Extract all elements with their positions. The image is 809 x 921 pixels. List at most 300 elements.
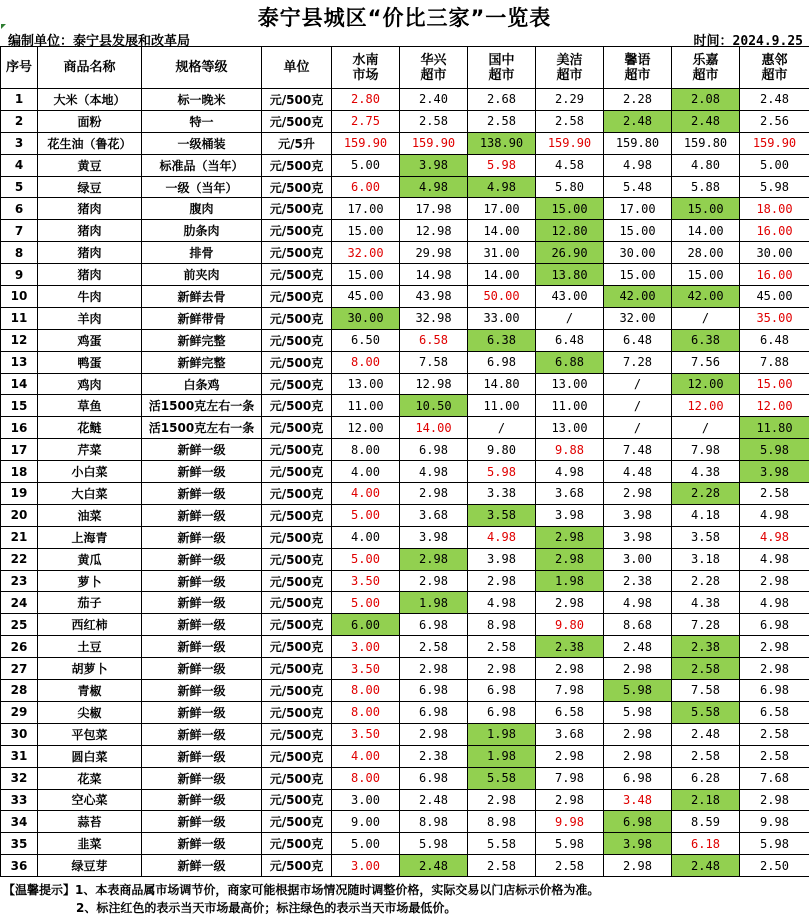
product-unit: 元/500克 — [262, 701, 332, 723]
product-name: 圆白菜 — [38, 745, 142, 767]
table-row — [1, 417, 809, 439]
price-cell: 13.00 — [332, 373, 400, 395]
product-name: 猪肉 — [38, 198, 142, 220]
product-spec: 新鲜一级 — [142, 745, 262, 767]
price-cell: 5.98 — [468, 461, 536, 483]
price-cell: 8.98 — [468, 811, 536, 833]
price-cell: 2.98 — [536, 526, 604, 548]
table-row — [1, 176, 809, 198]
product-unit: 元/500克 — [262, 855, 332, 877]
price-cell: 42.00 — [672, 286, 740, 308]
product-unit: 元/5升 — [262, 132, 332, 154]
price-cell: 4.98 — [740, 504, 809, 526]
price-cell: 2.28 — [672, 483, 740, 505]
product-unit: 元/500克 — [262, 154, 332, 176]
price-cell: 15.00 — [536, 198, 604, 220]
table-row — [1, 351, 809, 373]
row-index: 35 — [1, 833, 38, 855]
price-cell: 2.98 — [536, 592, 604, 614]
price-cell: 2.98 — [604, 658, 672, 680]
price-cell: 3.50 — [332, 570, 400, 592]
price-cell: 15.00 — [672, 264, 740, 286]
price-cell: 8.68 — [604, 614, 672, 636]
row-index: 21 — [1, 526, 38, 548]
price-cell: 6.58 — [400, 329, 468, 351]
row-index: 4 — [1, 154, 38, 176]
price-cell: 3.00 — [604, 548, 672, 570]
price-cell: 6.98 — [604, 811, 672, 833]
price-cell: 15.00 — [672, 198, 740, 220]
price-cell: 2.98 — [468, 570, 536, 592]
price-cell: 35.00 — [740, 307, 809, 329]
row-index: 23 — [1, 570, 38, 592]
product-unit: 元/500克 — [262, 526, 332, 548]
compiling-unit: 编制单位：泰宁县发展和改革局 — [8, 34, 191, 49]
price-cell: 2.48 — [604, 636, 672, 658]
market-name-line: 馨语 — [624, 52, 651, 68]
row-index: 1 — [1, 89, 38, 111]
table-row — [1, 811, 809, 833]
price-cell: 14.98 — [400, 264, 468, 286]
product-unit: 元/500克 — [262, 811, 332, 833]
price-cell: 3.50 — [332, 658, 400, 680]
header-spec: 规格等级 — [142, 47, 262, 89]
header-product: 商品名称 — [38, 47, 142, 89]
price-cell: 4.98 — [740, 548, 809, 570]
price-cell: 5.00 — [332, 504, 400, 526]
header-market — [740, 47, 809, 89]
price-cell: 3.98 — [536, 504, 604, 526]
price-table — [0, 46, 809, 877]
product-spec: 新鲜一级 — [142, 614, 262, 636]
market-name-line: 乐嘉 — [692, 52, 719, 68]
price-cell: 28.00 — [672, 242, 740, 264]
price-cell: 159.90 — [536, 132, 604, 154]
price-cell: 6.18 — [672, 833, 740, 855]
price-cell: 32.98 — [400, 307, 468, 329]
price-cell: 6.98 — [468, 701, 536, 723]
product-unit: 元/500克 — [262, 198, 332, 220]
price-cell: 2.98 — [740, 636, 809, 658]
row-index: 29 — [1, 701, 38, 723]
price-cell: 26.90 — [536, 242, 604, 264]
product-name: 绿豆 — [38, 176, 142, 198]
product-spec: 新鲜一级 — [142, 636, 262, 658]
price-cell: 2.98 — [400, 723, 468, 745]
price-cell: 4.98 — [468, 176, 536, 198]
product-spec: 新鲜一级 — [142, 833, 262, 855]
price-cell: 8.59 — [672, 811, 740, 833]
price-cell: 3.98 — [740, 461, 809, 483]
table-row — [1, 745, 809, 767]
price-cell: 6.98 — [400, 614, 468, 636]
product-spec: 新鲜带骨 — [142, 307, 262, 329]
price-cell: 2.56 — [740, 110, 809, 132]
price-cell: 7.28 — [672, 614, 740, 636]
row-index: 17 — [1, 439, 38, 461]
row-index: 3 — [1, 132, 38, 154]
price-cell: 2.58 — [468, 636, 536, 658]
price-cell: 14.00 — [468, 264, 536, 286]
price-cell: / — [536, 307, 604, 329]
header-index: 序号 — [1, 47, 38, 89]
price-cell: 8.00 — [332, 701, 400, 723]
price-cell: 2.58 — [536, 110, 604, 132]
price-cell: 4.00 — [332, 483, 400, 505]
market-name-line: 超市 — [420, 67, 447, 83]
price-cell: 3.00 — [332, 789, 400, 811]
price-cell: 9.80 — [536, 614, 604, 636]
product-name: 面粉 — [38, 110, 142, 132]
price-cell: 7.58 — [672, 680, 740, 702]
price-cell: 9.98 — [536, 811, 604, 833]
price-cell: 5.98 — [604, 680, 672, 702]
price-cell: 3.98 — [604, 504, 672, 526]
price-cell: 2.98 — [536, 658, 604, 680]
price-cell: 12.00 — [672, 373, 740, 395]
product-spec: 排骨 — [142, 242, 262, 264]
product-name: 绿豆芽 — [38, 855, 142, 877]
price-cell: 3.58 — [672, 526, 740, 548]
price-cell: 3.18 — [672, 548, 740, 570]
product-spec: 特一 — [142, 110, 262, 132]
price-cell: 2.98 — [740, 789, 809, 811]
price-cell: 18.00 — [740, 198, 809, 220]
product-name: 萝卜 — [38, 570, 142, 592]
price-cell: 2.38 — [604, 570, 672, 592]
price-cell: 7.68 — [740, 767, 809, 789]
price-cell: 5.00 — [332, 548, 400, 570]
price-cell: 6.98 — [740, 614, 809, 636]
product-name: 大米（本地） — [38, 89, 142, 111]
price-cell: 17.00 — [332, 198, 400, 220]
price-cell: 11.00 — [468, 395, 536, 417]
product-name: 韭菜 — [38, 833, 142, 855]
table-row — [1, 286, 809, 308]
market-name-line: 超市 — [761, 67, 788, 83]
header-market — [400, 47, 468, 89]
price-cell: 2.58 — [740, 483, 809, 505]
price-cell: 9.00 — [332, 811, 400, 833]
product-name: 上海青 — [38, 526, 142, 548]
table-row — [1, 636, 809, 658]
table-row — [1, 723, 809, 745]
price-cell: 4.98 — [400, 461, 468, 483]
price-cell: 13.00 — [536, 417, 604, 439]
report-date: 时间：2024.9.25 — [693, 34, 803, 49]
price-cell: 6.88 — [536, 351, 604, 373]
price-cell: 15.00 — [604, 220, 672, 242]
product-name: 西红柿 — [38, 614, 142, 636]
price-cell: 6.48 — [740, 329, 809, 351]
product-spec: 新鲜完整 — [142, 329, 262, 351]
price-cell: 14.00 — [400, 417, 468, 439]
product-spec: 新鲜一级 — [142, 789, 262, 811]
table-row — [1, 680, 809, 702]
price-cell: 2.58 — [468, 855, 536, 877]
cell-corner-marker — [1, 24, 6, 29]
product-name: 芹菜 — [38, 439, 142, 461]
table-row — [1, 220, 809, 242]
price-cell: 6.48 — [536, 329, 604, 351]
market-name-line: 美洁 — [556, 52, 583, 68]
price-cell: 6.28 — [672, 767, 740, 789]
price-cell: 2.48 — [740, 89, 809, 111]
price-cell: 4.98 — [740, 526, 809, 548]
price-cell: 6.98 — [740, 680, 809, 702]
table-row — [1, 110, 809, 132]
price-cell: 4.00 — [332, 745, 400, 767]
price-cell: 16.00 — [740, 264, 809, 286]
price-cell: 4.98 — [400, 176, 468, 198]
product-spec: 新鲜去骨 — [142, 286, 262, 308]
price-cell: 2.48 — [604, 110, 672, 132]
price-cell: 13.80 — [536, 264, 604, 286]
product-name: 茄子 — [38, 592, 142, 614]
price-cell: 4.38 — [672, 592, 740, 614]
product-name: 花生油（鲁花） — [38, 132, 142, 154]
price-cell: 6.98 — [400, 701, 468, 723]
row-index: 12 — [1, 329, 38, 351]
product-name: 草鱼 — [38, 395, 142, 417]
row-index: 36 — [1, 855, 38, 877]
price-cell: 42.00 — [604, 286, 672, 308]
price-cell: 2.75 — [332, 110, 400, 132]
product-name: 黄瓜 — [38, 548, 142, 570]
table-row — [1, 373, 809, 395]
product-spec: 新鲜一级 — [142, 701, 262, 723]
price-cell: 17.00 — [604, 198, 672, 220]
market-name-line: 超市 — [556, 67, 583, 83]
note-line-2: 2、标注红色的表示当天市场最高价；标注绿色的表示当天市场最低价。 — [76, 901, 457, 915]
price-cell: 6.00 — [332, 614, 400, 636]
product-unit: 元/500克 — [262, 439, 332, 461]
table-body — [1, 89, 809, 877]
price-cell: 5.98 — [740, 176, 809, 198]
product-name: 猪肉 — [38, 242, 142, 264]
product-unit: 元/500克 — [262, 89, 332, 111]
product-spec: 新鲜一级 — [142, 592, 262, 614]
price-cell: 50.00 — [468, 286, 536, 308]
price-cell: 6.98 — [400, 767, 468, 789]
price-cell: 11.00 — [332, 395, 400, 417]
price-cell: 2.98 — [468, 789, 536, 811]
product-unit: 元/500克 — [262, 461, 332, 483]
product-name: 鸡蛋 — [38, 329, 142, 351]
price-cell: 2.98 — [536, 548, 604, 570]
price-cell: 30.00 — [332, 307, 400, 329]
table-row — [1, 789, 809, 811]
product-unit: 元/500克 — [262, 307, 332, 329]
table-row — [1, 570, 809, 592]
product-unit: 元/500克 — [262, 242, 332, 264]
market-name-line: 水南 — [352, 52, 379, 68]
price-cell: 6.58 — [536, 701, 604, 723]
price-cell: 14.00 — [468, 220, 536, 242]
table-row — [1, 526, 809, 548]
price-cell: 2.29 — [536, 89, 604, 111]
product-unit: 元/500克 — [262, 723, 332, 745]
price-cell: 31.00 — [468, 242, 536, 264]
price-cell: 1.98 — [468, 723, 536, 745]
price-cell: 5.00 — [332, 592, 400, 614]
price-cell: 4.98 — [604, 154, 672, 176]
price-cell: 5.80 — [536, 176, 604, 198]
header-unit: 单位 — [262, 47, 332, 89]
product-name: 花菜 — [38, 767, 142, 789]
row-index: 16 — [1, 417, 38, 439]
price-cell: 3.68 — [400, 504, 468, 526]
price-cell: 2.48 — [672, 855, 740, 877]
product-name: 油菜 — [38, 504, 142, 526]
price-cell: 5.98 — [604, 701, 672, 723]
price-cell: 12.00 — [672, 395, 740, 417]
table-row — [1, 395, 809, 417]
price-cell: 159.90 — [740, 132, 809, 154]
row-index: 33 — [1, 789, 38, 811]
table-row — [1, 307, 809, 329]
price-cell: 6.50 — [332, 329, 400, 351]
header-market — [332, 47, 400, 89]
product-spec: 新鲜一级 — [142, 658, 262, 680]
price-cell: 4.58 — [536, 154, 604, 176]
market-name-line: 超市 — [624, 67, 651, 83]
price-cell: 6.98 — [400, 680, 468, 702]
price-cell: 9.88 — [536, 439, 604, 461]
product-name: 花鲢 — [38, 417, 142, 439]
product-name: 胡萝卜 — [38, 658, 142, 680]
price-cell: 4.98 — [468, 526, 536, 548]
price-cell: 6.98 — [468, 680, 536, 702]
price-cell: 6.38 — [672, 329, 740, 351]
table-row — [1, 592, 809, 614]
table-row — [1, 614, 809, 636]
product-spec: 新鲜完整 — [142, 351, 262, 373]
price-cell: 15.00 — [740, 373, 809, 395]
row-index: 5 — [1, 176, 38, 198]
row-index: 31 — [1, 745, 38, 767]
price-cell: 4.98 — [536, 461, 604, 483]
product-unit: 元/500克 — [262, 636, 332, 658]
header-market — [604, 47, 672, 89]
price-cell: 15.00 — [604, 264, 672, 286]
product-name: 羊肉 — [38, 307, 142, 329]
product-name: 小白菜 — [38, 461, 142, 483]
product-unit: 元/500克 — [262, 504, 332, 526]
price-cell: 2.98 — [604, 723, 672, 745]
product-spec: 活1500克左右一条 — [142, 417, 262, 439]
price-cell: 3.00 — [332, 855, 400, 877]
price-cell: 5.58 — [468, 767, 536, 789]
price-cell: 5.00 — [332, 154, 400, 176]
table-row — [1, 767, 809, 789]
table-row — [1, 658, 809, 680]
price-cell: 8.00 — [332, 767, 400, 789]
price-cell: 14.80 — [468, 373, 536, 395]
price-cell: 2.98 — [400, 483, 468, 505]
product-unit: 元/500克 — [262, 767, 332, 789]
price-cell: 30.00 — [604, 242, 672, 264]
price-cell: 12.80 — [536, 220, 604, 242]
price-cell: 2.80 — [332, 89, 400, 111]
price-cell: 6.58 — [740, 701, 809, 723]
market-name-line: 华兴 — [420, 52, 447, 68]
price-cell: 3.98 — [400, 526, 468, 548]
price-cell: 3.50 — [332, 723, 400, 745]
price-cell: 32.00 — [332, 242, 400, 264]
table-row — [1, 329, 809, 351]
price-cell: 138.90 — [468, 132, 536, 154]
product-spec: 新鲜一级 — [142, 483, 262, 505]
row-index: 24 — [1, 592, 38, 614]
product-name: 尖椒 — [38, 701, 142, 723]
product-unit: 元/500克 — [262, 614, 332, 636]
product-name: 平包菜 — [38, 723, 142, 745]
price-cell: 2.38 — [536, 636, 604, 658]
price-cell: 6.38 — [468, 329, 536, 351]
price-cell: 2.98 — [740, 570, 809, 592]
price-cell: 8.00 — [332, 351, 400, 373]
header-market — [468, 47, 536, 89]
price-cell: / — [672, 307, 740, 329]
price-cell: 2.98 — [400, 570, 468, 592]
product-spec: 肋条肉 — [142, 220, 262, 242]
product-spec: 新鲜一级 — [142, 439, 262, 461]
price-cell: 3.68 — [536, 483, 604, 505]
table-row — [1, 504, 809, 526]
table-row — [1, 855, 809, 877]
price-cell: 2.98 — [740, 658, 809, 680]
row-index: 22 — [1, 548, 38, 570]
price-cell: 5.00 — [332, 833, 400, 855]
product-name: 猪肉 — [38, 264, 142, 286]
product-unit: 元/500克 — [262, 286, 332, 308]
price-cell: 4.38 — [672, 461, 740, 483]
price-cell: 12.98 — [400, 373, 468, 395]
price-cell: 29.98 — [400, 242, 468, 264]
price-cell: 4.98 — [468, 592, 536, 614]
row-index: 15 — [1, 395, 38, 417]
price-cell: / — [604, 395, 672, 417]
price-cell: 2.08 — [672, 89, 740, 111]
row-index: 28 — [1, 680, 38, 702]
price-cell: 6.98 — [400, 439, 468, 461]
price-cell: 7.28 — [604, 351, 672, 373]
price-cell: 43.00 — [536, 286, 604, 308]
price-cell: 2.48 — [672, 110, 740, 132]
note-line-1: 【温馨提示】1、本表商品属市场调节价，商家可能根据市场情况随时调整价格，实际交易以门店标示价格为准。 — [3, 883, 600, 897]
price-cell: 2.58 — [672, 745, 740, 767]
product-spec: 新鲜一级 — [142, 811, 262, 833]
price-cell: 159.90 — [332, 132, 400, 154]
product-name: 蒜苔 — [38, 811, 142, 833]
price-cell: 7.98 — [536, 767, 604, 789]
product-unit: 元/500克 — [262, 351, 332, 373]
price-cell: 3.68 — [536, 723, 604, 745]
row-index: 8 — [1, 242, 38, 264]
table-row — [1, 483, 809, 505]
table-header-row — [1, 47, 809, 89]
market-name-line: 国中 — [488, 52, 515, 68]
product-spec: 新鲜一级 — [142, 723, 262, 745]
product-spec: 标一晚米 — [142, 89, 262, 111]
price-cell: 10.50 — [400, 395, 468, 417]
product-unit: 元/500克 — [262, 570, 332, 592]
product-unit: 元/500克 — [262, 833, 332, 855]
row-index: 7 — [1, 220, 38, 242]
table-row — [1, 461, 809, 483]
price-cell: / — [672, 417, 740, 439]
